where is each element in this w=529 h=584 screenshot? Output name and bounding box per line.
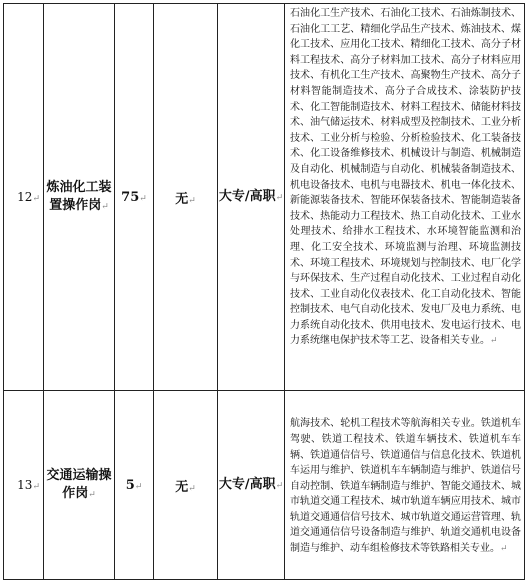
table-row	[4, 4, 525, 391]
position-name-cell: 交通运输操作岗↵	[44, 391, 115, 580]
position-name-cell: 炼油化工装置操作岗↵	[44, 4, 115, 391]
recruitment-table	[3, 3, 525, 580]
table-row	[4, 391, 525, 580]
requirement-cell: 无↵	[154, 4, 218, 391]
education-cell: 大专/高职↵	[218, 4, 285, 391]
majors-cell: 石油化工生产技术、石油化工技术、石油炼制技术、石油化工工艺、精细化学品生产技术、炼油技术、煤化工技术、应用化工技术、精细化工技术、高分子材料工程技术、高分子材料加工技术、高分子材料应用技术、有机化工生产技术、高聚物生产技术、高分子材料智能制造技术、高分子合成技术、涂装防护技术、化工智能制造技术、材料工程技术、储能材料技术、油气储运技术、材料成型及控制技术、工业分析技术、工业分析与检验、分析检验技术、化工装备技术、化工设备维修技术、机械设计与制造、机械制造及自动化、机械制造与自动化、机械装备制造技术、机电设备技术、电机与电器技术、机电一体化技术、新能源装备技术、智能环保装备技术、智能制造装备技术、热能动力工程技术、热工自动化技术、工业水处理技术、给排水工程技术、水环境智能监测和治理、化工安全技术、环境监测与治理、环境监测技术、环境工程技术、环境规划与控制技术、电厂化学与环保技术、生产过程自动化技术、工业过程自动化技术、工业自动化仪表技术、化工自动化技术、智能控制技术、电气自动化技术、发电厂及电力系统、电力系统自动化技术、供用电技术、发电运行技术、电力系统继电保护技术等工艺、设备相关专业。↵	[285, 4, 525, 391]
row-number-cell: 12↵	[4, 4, 44, 391]
education-cell: 大专/高职↵	[218, 391, 285, 580]
requirement-cell: 无↵	[154, 391, 218, 580]
majors-cell: 航海技术、轮机工程技术等航海相关专业。铁道机车驾驶、铁道工程技术、铁道车辆技术、铁道机车车辆、铁道通信信号、铁道通信与信息化技术、铁道机车运用与维护、铁道机车车辆制造与维护、铁道信号自动控制、铁道车辆制造与维护、智能交通技术、城市轨道交通工程技术、城市轨道车辆应用技术、城市轨道交通通信信号技术、城市轨道交通运营管理、轨道交通通信信号设备制造与维护、轨道交通机电设备制造与维护、动车组检修技术等铁路相关专业。↵	[285, 391, 525, 580]
row-number-cell: 13↵	[4, 391, 44, 580]
headcount-cell: 75↵	[115, 4, 154, 391]
headcount-cell: 5↵	[115, 391, 154, 580]
